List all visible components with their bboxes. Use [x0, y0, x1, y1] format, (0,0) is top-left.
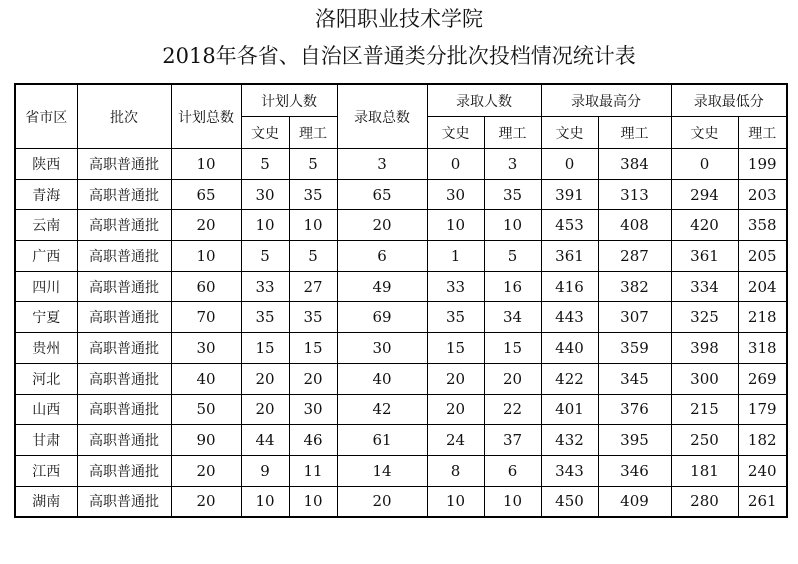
cell-province: 云南 [15, 210, 77, 241]
cell-plan-total: 30 [171, 333, 241, 364]
cell-batch: 高职普通批 [77, 486, 171, 517]
cell-admit-science: 10 [484, 486, 541, 517]
cell-max-science: 346 [598, 455, 671, 486]
cell-plan-total: 40 [171, 363, 241, 394]
header-admit-count: 录取人数 [427, 84, 541, 117]
cell-min-arts: 420 [671, 210, 738, 241]
cell-admit-total: 65 [337, 179, 427, 210]
table-row [15, 425, 787, 456]
cell-plan-science: 15 [289, 333, 337, 364]
document-subtitle: 2018年各省、自治区普通类分批次投档情况统计表 [162, 44, 636, 68]
cell-admit-total: 3 [337, 149, 427, 180]
cell-province: 陕西 [15, 149, 77, 180]
document-title: 洛阳职业技术学院 [315, 7, 483, 31]
cell-admit-total: 69 [337, 302, 427, 333]
header-min-score: 录取最低分 [671, 84, 787, 117]
cell-max-science: 384 [598, 149, 671, 180]
cell-min-science: 182 [738, 425, 787, 456]
table-row [15, 149, 787, 180]
table-row [15, 179, 787, 210]
cell-max-arts: 343 [541, 455, 598, 486]
cell-batch: 高职普通批 [77, 455, 171, 486]
admission-statistics-table [14, 83, 788, 518]
cell-min-science: 179 [738, 394, 787, 425]
cell-admit-arts: 8 [427, 455, 484, 486]
cell-min-science: 218 [738, 302, 787, 333]
cell-province: 甘肃 [15, 425, 77, 456]
cell-admit-science: 5 [484, 241, 541, 272]
cell-batch: 高职普通批 [77, 394, 171, 425]
cell-min-arts: 300 [671, 363, 738, 394]
cell-batch: 高职普通批 [77, 210, 171, 241]
subheader-admit-arts: 文史 [427, 117, 484, 149]
cell-max-arts: 450 [541, 486, 598, 517]
cell-admit-science: 35 [484, 179, 541, 210]
cell-plan-total: 60 [171, 271, 241, 302]
cell-max-science: 382 [598, 271, 671, 302]
cell-admit-science: 6 [484, 455, 541, 486]
table-body [15, 149, 787, 518]
cell-plan-arts: 30 [241, 179, 289, 210]
cell-max-arts: 361 [541, 241, 598, 272]
cell-max-science: 376 [598, 394, 671, 425]
cell-plan-science: 11 [289, 455, 337, 486]
table-row [15, 394, 787, 425]
subheader-admit-science: 理工 [484, 117, 541, 149]
cell-plan-science: 10 [289, 210, 337, 241]
cell-admit-science: 22 [484, 394, 541, 425]
cell-plan-science: 10 [289, 486, 337, 517]
cell-min-arts: 250 [671, 425, 738, 456]
cell-min-arts: 280 [671, 486, 738, 517]
cell-province: 广西 [15, 241, 77, 272]
cell-max-science: 307 [598, 302, 671, 333]
cell-admit-science: 37 [484, 425, 541, 456]
cell-admit-total: 40 [337, 363, 427, 394]
cell-min-science: 318 [738, 333, 787, 364]
cell-admit-arts: 20 [427, 394, 484, 425]
header-plan-total: 计划总数 [171, 84, 241, 149]
cell-admit-arts: 10 [427, 486, 484, 517]
cell-batch: 高职普通批 [77, 333, 171, 364]
table-row [15, 363, 787, 394]
cell-min-science: 240 [738, 455, 787, 486]
table-row [15, 302, 787, 333]
cell-min-science: 203 [738, 179, 787, 210]
cell-admit-science: 10 [484, 210, 541, 241]
cell-admit-total: 14 [337, 455, 427, 486]
cell-admit-arts: 35 [427, 302, 484, 333]
cell-admit-arts: 15 [427, 333, 484, 364]
cell-plan-science: 30 [289, 394, 337, 425]
cell-batch: 高职普通批 [77, 363, 171, 394]
cell-max-arts: 432 [541, 425, 598, 456]
cell-plan-arts: 44 [241, 425, 289, 456]
cell-min-arts: 398 [671, 333, 738, 364]
cell-min-arts: 334 [671, 271, 738, 302]
cell-max-arts: 440 [541, 333, 598, 364]
cell-admit-science: 16 [484, 271, 541, 302]
cell-plan-total: 65 [171, 179, 241, 210]
cell-plan-science: 5 [289, 241, 337, 272]
cell-plan-total: 20 [171, 455, 241, 486]
cell-admit-arts: 24 [427, 425, 484, 456]
cell-province: 山西 [15, 394, 77, 425]
cell-plan-arts: 10 [241, 486, 289, 517]
cell-plan-arts: 20 [241, 394, 289, 425]
cell-province: 河北 [15, 363, 77, 394]
cell-min-science: 358 [738, 210, 787, 241]
subheader-plan-arts: 文史 [241, 117, 289, 149]
cell-max-science: 313 [598, 179, 671, 210]
table-row [15, 486, 787, 517]
table-row [15, 271, 787, 302]
cell-admit-total: 20 [337, 486, 427, 517]
cell-batch: 高职普通批 [77, 179, 171, 210]
cell-min-science: 199 [738, 149, 787, 180]
cell-min-science: 205 [738, 241, 787, 272]
cell-plan-arts: 15 [241, 333, 289, 364]
cell-min-arts: 361 [671, 241, 738, 272]
header-max-score: 录取最高分 [541, 84, 671, 117]
cell-plan-arts: 33 [241, 271, 289, 302]
cell-plan-science: 5 [289, 149, 337, 180]
cell-min-arts: 294 [671, 179, 738, 210]
cell-admit-arts: 1 [427, 241, 484, 272]
cell-admit-arts: 33 [427, 271, 484, 302]
cell-admit-total: 30 [337, 333, 427, 364]
subheader-plan-science: 理工 [289, 117, 337, 149]
cell-admit-arts: 30 [427, 179, 484, 210]
cell-max-arts: 422 [541, 363, 598, 394]
cell-province: 湖南 [15, 486, 77, 517]
cell-plan-arts: 10 [241, 210, 289, 241]
cell-min-arts: 181 [671, 455, 738, 486]
header-province: 省市区 [15, 84, 77, 149]
cell-min-science: 204 [738, 271, 787, 302]
cell-admit-total: 61 [337, 425, 427, 456]
cell-min-science: 261 [738, 486, 787, 517]
cell-plan-science: 20 [289, 363, 337, 394]
cell-plan-science: 27 [289, 271, 337, 302]
cell-plan-arts: 5 [241, 241, 289, 272]
cell-admit-science: 34 [484, 302, 541, 333]
cell-max-arts: 443 [541, 302, 598, 333]
cell-plan-total: 90 [171, 425, 241, 456]
cell-max-arts: 401 [541, 394, 598, 425]
cell-max-arts: 391 [541, 179, 598, 210]
cell-batch: 高职普通批 [77, 271, 171, 302]
cell-province: 宁夏 [15, 302, 77, 333]
cell-max-arts: 416 [541, 271, 598, 302]
cell-plan-arts: 5 [241, 149, 289, 180]
cell-admit-science: 20 [484, 363, 541, 394]
cell-plan-science: 46 [289, 425, 337, 456]
table-row [15, 333, 787, 364]
header-batch: 批次 [77, 84, 171, 149]
subheader-min-science: 理工 [738, 117, 787, 149]
cell-admit-total: 42 [337, 394, 427, 425]
cell-admit-total: 6 [337, 241, 427, 272]
cell-admit-total: 20 [337, 210, 427, 241]
subheader-max-arts: 文史 [541, 117, 598, 149]
cell-plan-total: 20 [171, 210, 241, 241]
cell-plan-arts: 9 [241, 455, 289, 486]
cell-max-science: 408 [598, 210, 671, 241]
cell-min-arts: 0 [671, 149, 738, 180]
cell-max-science: 359 [598, 333, 671, 364]
cell-batch: 高职普通批 [77, 302, 171, 333]
cell-min-arts: 215 [671, 394, 738, 425]
cell-admit-arts: 20 [427, 363, 484, 394]
cell-max-science: 409 [598, 486, 671, 517]
cell-max-arts: 0 [541, 149, 598, 180]
subheader-max-science: 理工 [598, 117, 671, 149]
cell-admit-arts: 10 [427, 210, 484, 241]
cell-max-science: 395 [598, 425, 671, 456]
table-row [15, 210, 787, 241]
cell-plan-science: 35 [289, 179, 337, 210]
cell-max-arts: 453 [541, 210, 598, 241]
cell-admit-science: 3 [484, 149, 541, 180]
cell-province: 江西 [15, 455, 77, 486]
cell-min-science: 269 [738, 363, 787, 394]
cell-plan-arts: 20 [241, 363, 289, 394]
cell-province: 四川 [15, 271, 77, 302]
cell-batch: 高职普通批 [77, 149, 171, 180]
cell-admit-arts: 0 [427, 149, 484, 180]
subheader-min-arts: 文史 [671, 117, 738, 149]
header-admit-total: 录取总数 [337, 84, 427, 149]
cell-max-science: 287 [598, 241, 671, 272]
table-row [15, 241, 787, 272]
cell-max-science: 345 [598, 363, 671, 394]
header-plan-count: 计划人数 [241, 84, 337, 117]
cell-plan-total: 10 [171, 241, 241, 272]
cell-admit-total: 49 [337, 271, 427, 302]
cell-min-arts: 325 [671, 302, 738, 333]
cell-plan-total: 70 [171, 302, 241, 333]
cell-batch: 高职普通批 [77, 425, 171, 456]
cell-plan-total: 10 [171, 149, 241, 180]
cell-province: 青海 [15, 179, 77, 210]
cell-admit-science: 15 [484, 333, 541, 364]
cell-plan-total: 20 [171, 486, 241, 517]
table-row [15, 455, 787, 486]
cell-batch: 高职普通批 [77, 241, 171, 272]
cell-plan-arts: 35 [241, 302, 289, 333]
cell-plan-total: 50 [171, 394, 241, 425]
cell-plan-science: 35 [289, 302, 337, 333]
cell-province: 贵州 [15, 333, 77, 364]
